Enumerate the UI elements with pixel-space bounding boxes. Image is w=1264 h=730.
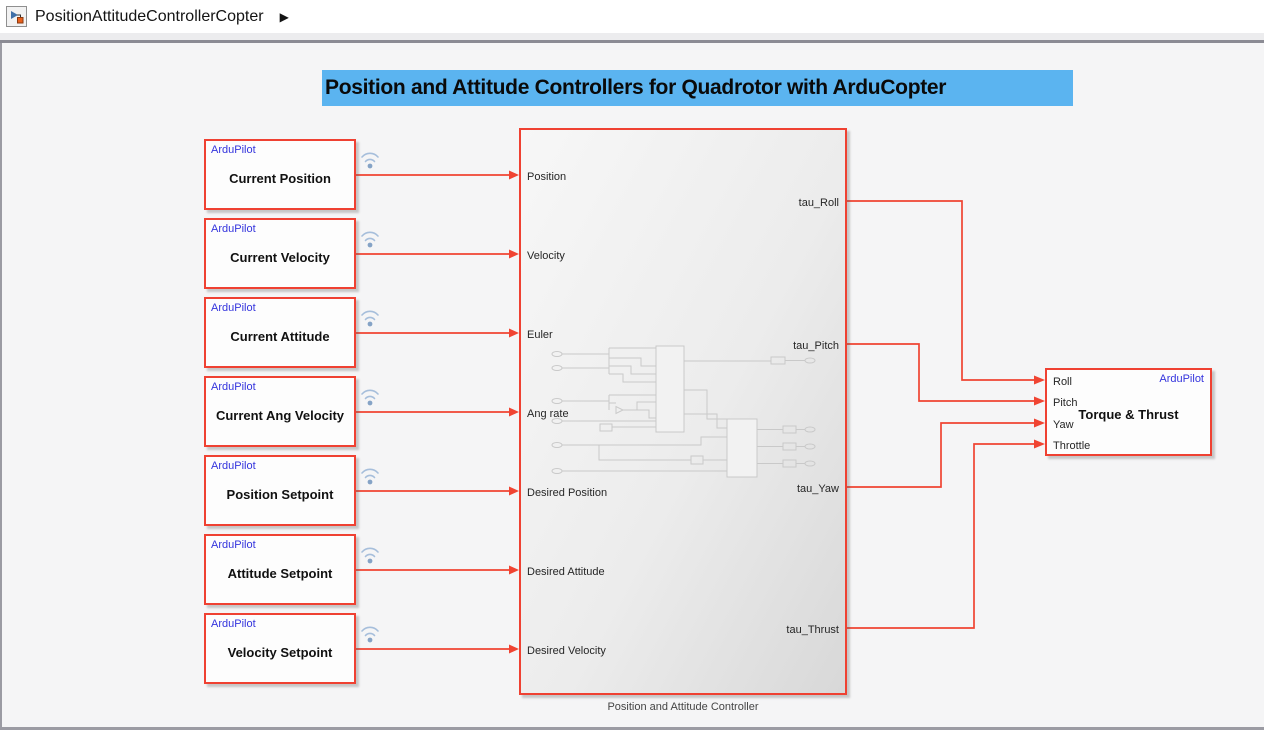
vendor-label: ArduPilot: [211, 618, 256, 630]
block-current-attitude[interactable]: [204, 297, 356, 368]
block-name: Torque & Thrust: [1078, 407, 1179, 422]
input-signal-lines[interactable]: [356, 175, 509, 649]
vendor-label: ArduPilot: [211, 539, 256, 551]
vendor-label: ArduPilot: [211, 302, 256, 314]
block-current-velocity[interactable]: [204, 218, 356, 289]
wireless-signal-icon: [362, 548, 378, 563]
input-port-label: Desired Position: [527, 487, 608, 499]
breadcrumb-model-name[interactable]: PositionAttitudeControllerCopter: [35, 7, 264, 25]
vendor-label: ArduPilot: [211, 223, 256, 235]
block-name: Position Setpoint: [226, 487, 334, 502]
input-port-label: Position: [527, 171, 567, 183]
vendor-label: ArduPilot: [211, 460, 256, 472]
input-arrowheads: [509, 171, 519, 654]
block-attitude-setpoint[interactable]: [204, 534, 356, 605]
title-annotation[interactable]: Position and Attitude Controllers for Quadrotor with ArduCopter: [322, 70, 1073, 106]
block-velocity-setpoint[interactable]: [204, 613, 356, 684]
block-name: Attitude Setpoint: [227, 566, 333, 581]
vendor-label: ArduPilot: [1159, 373, 1204, 385]
input-port-label: Desired Velocity: [527, 645, 606, 657]
wireless-signal-icon: [362, 311, 378, 326]
block-current-ang-velocity[interactable]: [204, 376, 356, 447]
input-port-label: Roll: [1053, 376, 1072, 388]
block-position-setpoint[interactable]: [204, 455, 356, 526]
controller-block-caption[interactable]: Position and Attitude Controller: [607, 701, 759, 713]
output-port-label: tau_Yaw: [797, 483, 839, 495]
block-name: Current Position: [229, 171, 331, 186]
output-arrowheads: [1034, 376, 1045, 449]
toolbar-strip: [0, 33, 1264, 40]
block-name: Velocity Setpoint: [227, 645, 333, 660]
vendor-label: ArduPilot: [211, 144, 256, 156]
block-torque-thrust[interactable]: [1045, 368, 1212, 456]
input-port-label: Yaw: [1053, 419, 1074, 431]
input-port-label: Ang rate: [527, 408, 569, 420]
input-port-label: Pitch: [1053, 397, 1078, 409]
block-name: Current Attitude: [230, 329, 330, 344]
block-current-position[interactable]: [204, 139, 356, 210]
input-port-label: Desired Attitude: [527, 566, 605, 578]
wireless-signal-icons[interactable]: [362, 153, 378, 642]
output-port-label: tau_Roll: [798, 197, 839, 209]
output-port-label: tau_Thrust: [786, 624, 839, 636]
wireless-signal-icon: [362, 469, 378, 484]
wireless-signal-icon: [362, 153, 378, 168]
input-port-label: Throttle: [1053, 440, 1091, 452]
model-canvas[interactable]: [0, 43, 1264, 730]
simulink-model-icon: [6, 6, 27, 27]
input-port-label: Velocity: [527, 250, 565, 262]
breadcrumb-arrow-icon[interactable]: ▶: [279, 9, 289, 24]
wireless-signal-icon: [362, 232, 378, 247]
subsystem-preview: [541, 340, 831, 490]
breadcrumb: [0, 0, 1264, 33]
output-port-label: tau_Pitch: [793, 340, 839, 352]
wireless-signal-icon: [362, 390, 378, 405]
input-port-label: Euler: [527, 329, 553, 341]
vendor-label: ArduPilot: [211, 381, 256, 393]
block-position-attitude-controller[interactable]: [519, 128, 847, 695]
block-name: Current Ang Velocity: [215, 408, 345, 423]
wireless-signal-icon: [362, 627, 378, 642]
output-signal-lines[interactable]: [847, 201, 1034, 628]
block-name: Current Velocity: [230, 250, 330, 265]
